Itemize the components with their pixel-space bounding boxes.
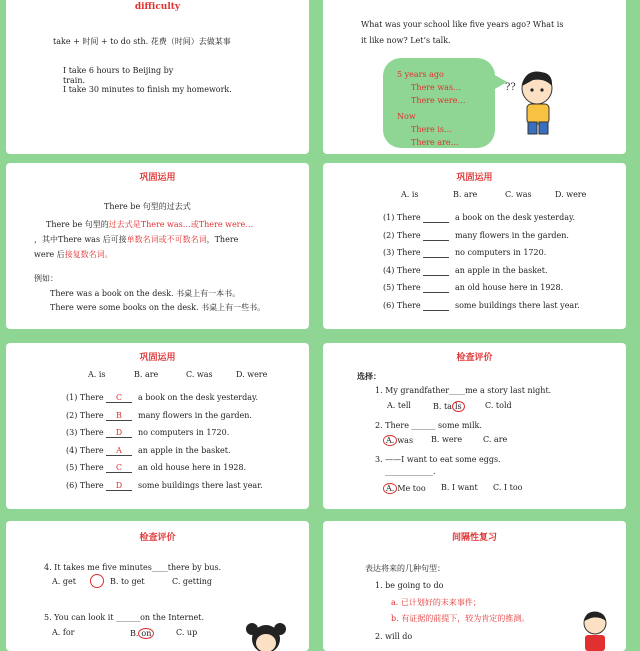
item-number: (3) There: [383, 248, 421, 257]
item-text: many flowers in the garden.: [455, 230, 569, 240]
item-text: many flowers in the garden.: [138, 410, 252, 420]
slide-5: [6, 343, 309, 509]
item-text: an apple in the basket.: [455, 265, 548, 275]
choice: C. told: [485, 401, 512, 410]
item-text: a book on the desk yesterday.: [455, 213, 575, 222]
example-line: train.: [63, 76, 86, 85]
choice: B. ta ls: [433, 401, 465, 412]
choice: C. are: [483, 435, 508, 444]
bubble-text: There are…: [411, 138, 459, 147]
example-line: I take 30 minutes to finish my homework.: [63, 85, 232, 94]
option: D. were: [236, 370, 268, 379]
choice: C. up: [176, 628, 198, 637]
answer-blank: C: [106, 393, 132, 403]
option: B. are: [453, 190, 478, 199]
choice: C. getting: [172, 577, 213, 586]
slide-4: [323, 163, 626, 329]
item-text: an apple in the basket.: [138, 445, 231, 455]
answer-blank: A: [106, 446, 132, 456]
choice: B. on: [130, 628, 154, 639]
item-number: (1) There: [66, 393, 104, 402]
choice: A. for: [52, 628, 75, 637]
slide-3: [6, 163, 309, 329]
slide-1: [6, 0, 309, 154]
bubble-text: There is…: [411, 125, 452, 134]
answer-blank: [423, 283, 449, 293]
choice: A. Me too: [383, 483, 426, 494]
pattern-line: 1. be going to do: [375, 581, 444, 590]
girl-icon: [244, 617, 288, 651]
slide-title: difficulty: [134, 2, 181, 12]
item-number: (1) There: [383, 213, 421, 222]
section-label: 表达将来的几种句型：: [365, 564, 445, 573]
thinking-boy-icon: [503, 66, 563, 140]
bubble-text: Now: [397, 112, 416, 121]
example-line: I take 6 hours to Beijing by: [63, 66, 174, 75]
answer-blank: [423, 301, 449, 311]
item-text: an old house here in 1928.: [138, 463, 247, 472]
answer-blank: [423, 231, 449, 241]
bubble-text: There were…: [411, 96, 466, 105]
choice: B. to get: [110, 577, 145, 586]
star-icon: ★: [325, 522, 334, 533]
item-text: some buildings there last year.: [138, 480, 263, 490]
pattern-line: 2. will do: [375, 632, 413, 641]
choice-circle: [90, 574, 104, 588]
item-text: a book on the desk yesterday.: [138, 393, 258, 402]
option: C. was: [505, 190, 532, 199]
choice: A. get: [52, 577, 76, 586]
question: 5. You can look it ______on the Internet.: [44, 613, 205, 622]
bubble-text: There was…: [411, 83, 462, 92]
answer-blank: [423, 266, 449, 276]
item-text: some buildings there last year.: [455, 300, 580, 310]
choice: A. was: [383, 435, 413, 446]
question: 1. My grandfather____me a story last night.: [375, 386, 552, 395]
boy-icon: [577, 609, 613, 651]
choice: C. I too: [493, 483, 523, 492]
slide-2: [323, 0, 626, 154]
rule-line: ，其中There was 后可接单数名词或不可数名词，There: [34, 235, 239, 244]
choice: B. I want: [441, 483, 478, 492]
option: C. was: [186, 370, 213, 379]
choice: B. were: [431, 435, 463, 444]
slide-title: 巩固运用: [139, 353, 176, 363]
slide-title: 检查评价: [456, 353, 493, 363]
star-icon: ★: [8, 164, 17, 175]
slide-8: [323, 521, 626, 651]
option: D. were: [555, 190, 587, 199]
question: 3. ——I want to eat some eggs.: [375, 455, 501, 464]
answer-blank: [423, 213, 449, 223]
item-number: (2) There: [66, 410, 104, 420]
option: A. is: [88, 370, 106, 379]
item-number: (6) There: [66, 480, 104, 490]
bubble-text: 5 years ago: [397, 70, 444, 79]
answer-blank: C: [106, 463, 132, 473]
item-number: (4) There: [66, 445, 104, 455]
star-icon: ★: [325, 344, 334, 355]
item-number: (5) There: [66, 463, 104, 472]
option: B. are: [134, 370, 159, 379]
item-number: (3) There: [66, 428, 104, 437]
phrase-line: take + 时间 + to do sth. 花费（时间）去做某事: [53, 37, 231, 46]
item-text: no computers in 1720.: [138, 428, 230, 437]
rule-line: were 后接复数名词。: [34, 250, 113, 259]
slide-7: [6, 521, 309, 651]
speech-bubble: [383, 58, 495, 148]
star-icon: ★: [8, 522, 17, 533]
example-line: There were some books on the desk. 书桌上有一些书。: [50, 303, 266, 312]
answer-blank: D: [106, 428, 132, 438]
pattern-note: a. 已计划好的未来事件；: [391, 598, 481, 607]
option: A. is: [401, 190, 419, 199]
question-line: it like now? Let’s talk.: [361, 36, 451, 45]
slide-title: 检查评价: [139, 533, 176, 543]
item-text: an old house here in 1928.: [455, 283, 564, 292]
answer-blank: B: [106, 411, 132, 421]
pattern-note: b. 有证据的前提下，较为肯定的推测。: [391, 614, 530, 623]
slide-title: 巩固运用: [139, 173, 176, 183]
item-text: no computers in 1720.: [455, 248, 547, 257]
answer-blank: ____________.: [385, 467, 436, 476]
star-icon: ★: [8, 344, 17, 355]
subtitle: There be 句型的过去式: [104, 202, 191, 211]
answer-blank: D: [106, 481, 132, 491]
slide-title: 巩固运用: [456, 173, 493, 183]
choice: A. tell: [387, 401, 411, 410]
item-number: (6) There: [383, 300, 421, 310]
question-line: What was your school like five years ago? What is: [361, 20, 564, 29]
question: 4. It takes me five minutes____there by bus.: [44, 563, 222, 572]
answer-blank: [423, 248, 449, 258]
item-number: (5) There: [383, 283, 421, 292]
slide-6: [323, 343, 626, 509]
item-number: (4) There: [383, 265, 421, 275]
section-label: 选择：: [357, 371, 381, 381]
example-line: There was a book on the desk. 书桌上有一本书。: [50, 289, 241, 298]
question: 2. There ______ some milk.: [375, 421, 482, 430]
svg-text:??: ??: [505, 82, 516, 93]
item-number: (2) There: [383, 230, 421, 240]
rule-line: There be 句型的过去式是There was…或There were…: [46, 220, 254, 229]
example-label: 例如：: [34, 274, 58, 283]
slide-title: 间隔性复习: [451, 533, 497, 543]
star-icon: ★: [325, 164, 334, 175]
